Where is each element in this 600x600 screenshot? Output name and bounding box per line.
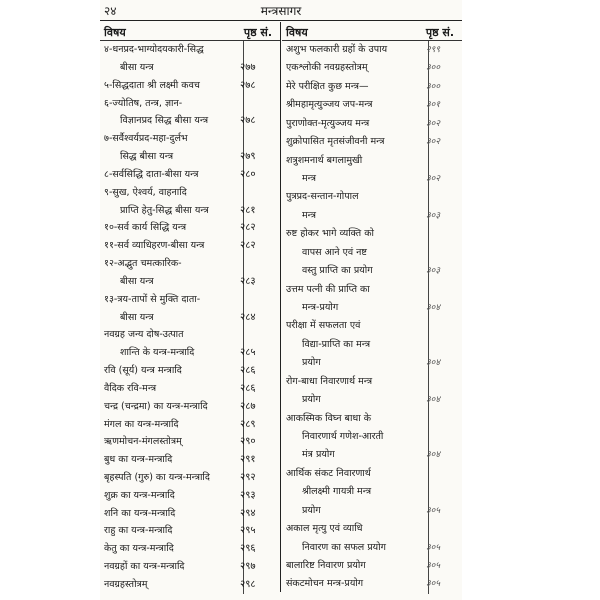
toc-entry-line: विद्या-प्राप्ति का मन्त्र	[302, 338, 371, 350]
toc-entry	[282, 281, 462, 318]
toc-entry-subject	[286, 317, 424, 372]
toc-entry	[282, 188, 462, 225]
toc-entry	[100, 41, 280, 77]
toc-entry-line: ७-सर्वैश्वर्यप्रद-महा-दुर्लभ	[104, 133, 188, 145]
toc-entry-page: २८२	[240, 240, 256, 252]
toc-entry-line: मन्त्र	[302, 209, 317, 221]
toc-entry-line: मन्त्र-प्रयोग	[302, 301, 339, 313]
toc-entry-line: १३-त्रय-तापों से मुक्ति दाता-	[104, 293, 201, 305]
toc-entry-line: निवारणार्थ गणेश-आरती	[302, 430, 384, 442]
column-header	[100, 22, 280, 41]
toc-entry-line: नवग्रह जन्य दोष-उत्पात	[104, 329, 184, 341]
toc-entry-line: नवग्रहों का यन्त्र-मन्त्रादि	[104, 561, 185, 573]
page-number-header: पृष्ठ सं.	[425, 26, 454, 39]
toc-entry-line: शुक्र का यन्त्र-मन्त्रादि	[104, 489, 175, 501]
toc-entry-line: वापस आने एवं नष्ट	[302, 246, 367, 258]
column-divider	[280, 22, 281, 592]
toc-entry-page: २८१	[240, 204, 256, 216]
toc-entry-subject	[104, 95, 242, 131]
toc-entry-line: ८-सर्वसिद्धि दाता-बीसा यन्त्र	[104, 168, 199, 180]
toc-entry-line: बृहस्पति (गुरु) का यन्त्र-मन्त्रादि	[104, 471, 210, 483]
toc-entry-line: अशुभ फलकारी ग्रहों के उपाय	[286, 44, 388, 55]
toc-entry-page: ३०३	[426, 266, 441, 277]
toc-entry-subject	[286, 96, 424, 114]
toc-entry-page: ३०२	[426, 118, 441, 129]
toc-rows	[100, 41, 280, 594]
toc-entry-subject	[286, 281, 424, 318]
toc-entry	[282, 317, 462, 372]
toc-entry-page: २९७	[240, 561, 256, 573]
toc-entry-line: आकस्मिक विघ्न बाधा के	[286, 412, 372, 424]
toc-entry-subject	[286, 78, 424, 96]
toc-column-left	[100, 22, 280, 594]
toc-entry-page: ३०३	[426, 210, 441, 221]
toc-entry-page: २८७	[240, 400, 256, 412]
toc-entry-subject	[104, 326, 242, 362]
toc-entry-page: २९०	[240, 436, 256, 448]
toc-entry-line: नवग्रहस्तोत्रम्	[104, 578, 148, 590]
toc-entry-line: प्रयोग	[302, 504, 321, 516]
toc-entry	[282, 152, 462, 189]
toc-entry-page: २८६	[240, 365, 256, 377]
toc-entry-line: सिद्ध बीसा यन्त्र	[120, 151, 174, 162]
toc-entry-line: बीसा यन्त्र	[120, 275, 154, 287]
toc-entry-line: परीक्षा में सफलता एवं	[286, 320, 361, 332]
toc-entry-page: २९३	[240, 489, 256, 501]
toc-entry-subject	[104, 237, 242, 255]
toc-entry-line: ६-ज्योतिष, तन्त्र, ज्ञान-	[104, 97, 183, 109]
toc-entry	[282, 225, 462, 280]
toc-entry-line: बालारिष्ट निवारण प्रयोग	[286, 560, 366, 572]
toc-entry-line: प्रयोग	[302, 357, 321, 369]
toc-entry-subject	[104, 416, 242, 434]
toc-entry	[282, 373, 462, 410]
toc-entry-page: २८३	[240, 275, 256, 287]
header-rule	[100, 20, 462, 21]
toc-entry-subject	[286, 188, 424, 225]
toc-entry	[100, 540, 280, 558]
toc-entry-line: १०-सर्व कार्य सिद्धि यन्त्र	[104, 222, 187, 234]
toc-entry	[100, 166, 280, 184]
toc-entry-line: श्रीलक्ष्मी गायत्री मन्त्र	[302, 486, 372, 498]
toc-entry-subject	[286, 59, 424, 77]
toc-entry-page: २८४	[240, 311, 256, 323]
toc-entry-page: ३०१	[426, 100, 441, 111]
toc-entry	[100, 237, 280, 255]
toc-entry	[100, 433, 280, 451]
toc-entry	[282, 59, 462, 77]
subject-header: विषय	[286, 26, 308, 39]
toc-entry	[100, 576, 280, 594]
toc-entry-subject	[104, 255, 242, 291]
toc-entry-line: बीसा यन्त्र	[120, 311, 154, 323]
toc-entry	[282, 557, 462, 575]
toc-entry	[100, 219, 280, 237]
toc-entry-subject	[104, 184, 242, 220]
toc-entry-line: मंत्र प्रयोग	[302, 449, 335, 461]
toc-entry-subject	[286, 115, 424, 133]
toc-entry-page: २९५	[240, 525, 256, 537]
toc-entry-page: ३०४	[426, 450, 441, 461]
toc-entry-line: चन्द्र (चन्द्रमा) का यन्त्र-मन्त्रादि	[104, 400, 208, 412]
toc-entry	[282, 520, 462, 557]
toc-entry-page: २८६	[240, 382, 256, 394]
toc-entry-line: मेरे परीक्षित कुछ मन्त्र—	[286, 80, 369, 92]
toc-entry	[282, 96, 462, 114]
toc-entry-line: रवि (सूर्य) यन्त्र मन्त्रादि	[104, 365, 182, 377]
toc-entry	[282, 575, 462, 593]
toc-column-right	[282, 22, 462, 594]
toc-entry-page: ३०२	[426, 137, 441, 148]
toc-entry-line: शनि का यन्त्र-मन्त्रादि	[104, 507, 176, 519]
toc-entry-line: शुक्रोपासित मृतसंजीवनी मन्त्र	[286, 136, 385, 148]
toc-entry	[100, 522, 280, 540]
toc-entry	[100, 362, 280, 380]
toc-entry-line: मन्त्र	[302, 172, 317, 184]
toc-entry-subject	[104, 41, 242, 77]
toc-entry-subject	[104, 130, 242, 166]
toc-entry-page: ३०४	[426, 302, 441, 313]
toc-entry	[100, 326, 280, 362]
toc-entry	[100, 184, 280, 220]
toc-entry	[282, 78, 462, 96]
toc-entry-page: २९४	[240, 507, 256, 519]
toc-entry-line: बुध का यन्त्र-मन्त्रादि	[104, 454, 173, 466]
toc-entry-subject	[286, 410, 424, 465]
toc-entry-subject	[286, 557, 424, 575]
toc-entry-subject	[104, 219, 242, 237]
toc-entry	[100, 469, 280, 487]
toc-entry-page: २९९	[426, 45, 441, 55]
toc-entry-line: आर्थिक संकट निवारणार्थ	[286, 467, 371, 479]
toc-entry-page: ३००	[426, 81, 441, 92]
toc-entry	[100, 505, 280, 523]
toc-entry-line: निवारण का सफल प्रयोग	[302, 541, 386, 553]
toc-entry	[100, 77, 280, 95]
running-title: मन्त्रसागर	[260, 4, 302, 18]
toc-entry-subject	[286, 152, 424, 189]
toc-rows	[282, 41, 462, 594]
toc-entry-subject	[104, 380, 242, 398]
toc-entry	[100, 487, 280, 505]
toc-entry-page: ३०५	[426, 579, 441, 590]
toc-entry-page: २८०	[240, 168, 256, 180]
toc-entry-page: २९८	[240, 578, 256, 590]
toc-entry-line: संकटमोचन मन्त्र-प्रयोग	[286, 578, 364, 590]
toc-entry-line: १२-अद्भुत चमत्कारिक-	[104, 258, 182, 269]
toc-entry-subject	[104, 558, 242, 576]
toc-entry	[100, 255, 280, 291]
toc-entry-subject	[286, 520, 424, 557]
toc-entry-subject	[286, 133, 424, 151]
table-of-contents	[100, 22, 462, 594]
toc-entry-page: ३०२	[426, 173, 441, 184]
toc-entry	[100, 130, 280, 166]
toc-entry-line: पुराणोक्त-मृत्युञ्जय मन्त्र	[286, 117, 370, 129]
toc-entry-line: ऋणमोचन-मंगलस्तोत्रम्	[104, 436, 182, 448]
toc-entry-line: वैदिक रवि-मन्त्र	[104, 382, 157, 394]
toc-entry-subject	[104, 540, 242, 558]
toc-entry	[100, 558, 280, 576]
toc-entry-line: वस्तु प्राप्ति का प्रयोग	[302, 265, 373, 277]
toc-entry-line: ५-सिद्धदाता श्री लक्ष्मी कवच	[104, 79, 200, 91]
toc-entry-page: २९१	[240, 454, 256, 466]
toc-entry	[100, 416, 280, 434]
toc-entry-subject	[286, 465, 424, 520]
toc-entry-page: २८५	[240, 347, 256, 359]
toc-entry-subject	[104, 433, 242, 451]
toc-entry-subject	[104, 398, 242, 416]
toc-entry-line: राहु का यन्त्र-मन्त्रादि	[104, 525, 173, 537]
toc-entry-subject	[104, 487, 242, 505]
toc-entry-line: मंगल का यन्त्र-मन्त्रादि	[104, 418, 179, 430]
toc-entry-subject	[104, 576, 242, 594]
toc-entry-line: अकाल मृत्यु एवं व्याधि	[286, 523, 363, 535]
book-page	[100, 0, 462, 600]
toc-entry-subject	[104, 291, 242, 327]
toc-entry-subject	[104, 505, 242, 523]
toc-entry-line: रोग-बाधा निवारणार्थ मन्त्र	[286, 375, 373, 387]
toc-entry-subject	[104, 451, 242, 469]
toc-entry-page: ३०४	[426, 395, 441, 406]
toc-entry-page: ३०४	[426, 358, 441, 369]
toc-entry-line: प्रयोग	[302, 394, 321, 406]
toc-entry-page: ३०५	[426, 505, 441, 516]
toc-entry-page: २७९	[240, 151, 256, 162]
subject-header: विषय	[104, 26, 126, 39]
toc-entry	[282, 115, 462, 133]
toc-entry-page: २८२	[240, 222, 256, 234]
toc-entry-page: २९२	[240, 471, 256, 483]
toc-entry-page: २७७	[240, 61, 256, 73]
toc-entry-subject	[286, 41, 424, 59]
toc-entry-line: श्रीमहामृत्युञ्जय जप-मन्त्र	[286, 99, 373, 111]
page-number: २४	[104, 4, 117, 18]
toc-entry-line: उत्तम पत्नी की प्राप्ति का	[286, 283, 370, 295]
toc-entry-line: ९-सुख, ऐश्वर्य, वाहनादि	[104, 186, 187, 198]
toc-entry-line: बीसा यन्त्र	[120, 61, 154, 73]
toc-entry-page: ३००	[426, 63, 441, 74]
toc-entry-page: २८९	[240, 418, 256, 430]
toc-entry	[100, 398, 280, 416]
toc-entry-line: ११-सर्व व्याधिहरण-बीसा यन्त्र	[104, 240, 205, 252]
toc-entry	[282, 41, 462, 59]
toc-entry	[100, 291, 280, 327]
page-header	[100, 2, 462, 20]
page-number-header: पृष्ठ सं.	[243, 26, 272, 39]
toc-entry	[282, 410, 462, 465]
toc-entry-subject	[286, 373, 424, 410]
toc-entry	[100, 451, 280, 469]
toc-entry-subject	[286, 575, 424, 593]
toc-entry-page: २९६	[240, 543, 256, 555]
toc-entry	[100, 380, 280, 398]
toc-entry-page: २७८	[240, 79, 256, 91]
toc-entry-subject	[104, 166, 242, 184]
toc-entry-line: पुत्रप्रद-सन्तान-गोपाल	[286, 191, 359, 203]
toc-entry	[282, 465, 462, 520]
toc-entry-line: केतु का यन्त्र-मन्त्रादि	[104, 543, 174, 555]
toc-entry-line: ४-धनप्रद-भाग्योदयकारी-सिद्ध	[104, 44, 204, 55]
toc-entry	[100, 95, 280, 131]
toc-entry-line: शान्ति के यन्त्र-मन्त्रादि	[120, 347, 195, 359]
toc-entry-line: रुष्ट होकर भागे व्यक्ति को	[286, 228, 374, 240]
toc-entry-subject	[286, 225, 424, 280]
toc-entry	[282, 133, 462, 151]
toc-entry-page: ३०५	[426, 561, 441, 572]
toc-entry-line: शत्रुशमनार्थ बगलामुखी	[286, 154, 363, 166]
toc-entry-line: प्राप्ति हेतु-सिद्ध बीसा यन्त्र	[120, 204, 209, 216]
column-header	[282, 22, 462, 41]
toc-entry-page: २७८	[240, 115, 256, 127]
toc-entry-subject	[104, 469, 242, 487]
toc-entry-subject	[104, 77, 242, 95]
toc-entry-line: एकश्लोकी नवग्रहस्तोत्रम्	[286, 62, 368, 74]
toc-entry-line: विज्ञानप्रद सिद्ध बीसा यन्त्र	[120, 115, 209, 127]
toc-entry-subject	[104, 362, 242, 380]
toc-entry-subject	[104, 522, 242, 540]
toc-entry-page: ३०५	[426, 542, 441, 553]
